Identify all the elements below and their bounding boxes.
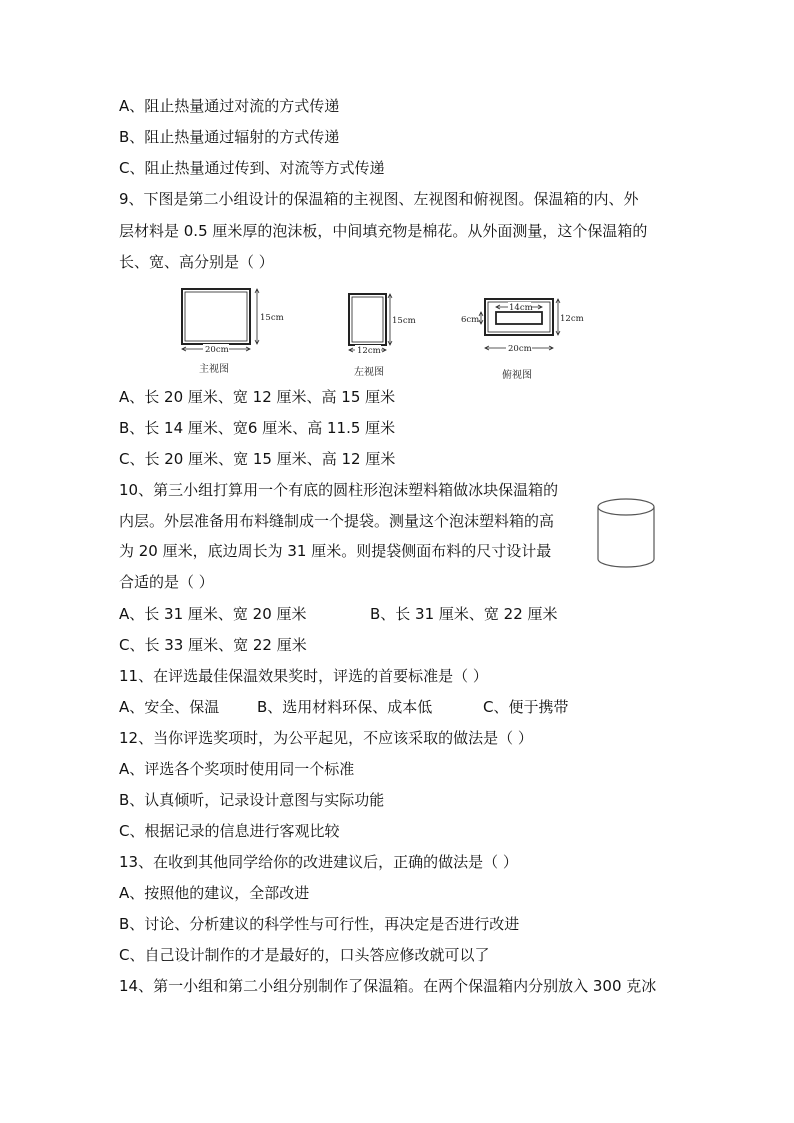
- q10-stem-line-1: 10、第三小组打算用一个有底的圆柱形泡沫塑料箱做冰块保温箱的: [119, 481, 559, 499]
- top-view: [461, 299, 584, 381]
- q9-option-b: B、长 14 厘米、宽6 厘米、高 11.5 厘米: [119, 419, 396, 437]
- side-view-caption: 左视图: [354, 367, 384, 378]
- q11-option-b: B、选用材料环保、成本低: [257, 698, 433, 716]
- q10-option-row-1: [119, 604, 558, 624]
- top-view-caption: 俯视图: [502, 370, 532, 381]
- q9-option-a: A、长 20 厘米、宽 12 厘米、高 15 厘米: [119, 388, 396, 406]
- q8-option-c: C、阻止热量通过传到、对流等方式传递: [119, 159, 385, 177]
- q10-option-b: B、长 31 厘米、宽 22 厘米: [370, 605, 558, 623]
- q13-stem: 13、在收到其他同学给你的改进建议后，正确的做法是（ ）: [119, 853, 518, 871]
- three-view-drawing: [170, 285, 600, 385]
- cylinder-icon: [594, 495, 660, 571]
- q13-option-a: A、按照他的建议，全部改进: [119, 884, 310, 902]
- q11-option-a: A、安全、保温: [119, 698, 220, 716]
- q9-option-c: C、长 20 厘米、宽 15 厘米、高 12 厘米: [119, 450, 396, 468]
- q13-option-b: B、讨论、分析建议的科学性与可行性，再决定是否进行改进: [119, 915, 520, 933]
- top-inner-width-label: 14cm: [509, 303, 533, 313]
- q10-option-c: C、长 33 厘米、宽 22 厘米: [119, 636, 307, 654]
- q9-stem-line-3: 长、宽、高分别是（ ）: [119, 253, 274, 271]
- q14-stem: 14、第一小组和第二小组分别制作了保温箱。在两个保温箱内分别放入 300 克冰: [119, 977, 657, 995]
- q9-three-view-figure: [170, 285, 600, 385]
- q11-option-c: C、便于携带: [483, 698, 569, 716]
- q10-option-a: A、长 31 厘米、宽 20 厘米: [119, 605, 307, 623]
- front-height-label: 15cm: [260, 313, 284, 323]
- q9-stem-line-2: 层材料是 0.5 厘米厚的泡沫板，中间填充物是棉花。从外面测量，这个保温箱的: [119, 222, 648, 240]
- q11-stem: 11、在评选最佳保温效果奖时，评选的首要标准是（ ）: [119, 667, 488, 685]
- front-view: [182, 289, 284, 375]
- q12-stem: 12、当你评选奖项时，为公平起见，不应该采取的做法是（ ）: [119, 729, 533, 747]
- q10-stem-line-2: 内层。外层准备用布料缝制成一个提袋。测量这个泡沫塑料箱的高: [119, 512, 555, 530]
- q10-cylinder-figure: [594, 495, 660, 571]
- q11-option-row: [119, 697, 569, 717]
- side-height-label: 15cm: [392, 316, 416, 326]
- front-width-label: 20cm: [205, 345, 229, 355]
- top-width-label: 20cm: [508, 344, 532, 354]
- q10-stem-line-3: 为 20 厘米，底边周长为 31 厘米。则提袋侧面布料的尺寸设计最: [119, 542, 552, 560]
- side-view: [349, 294, 416, 378]
- q12-option-b: B、认真倾听，记录设计意图与实际功能: [119, 791, 385, 809]
- q9-stem-line-1: 9、下图是第二小组设计的保温箱的主视图、左视图和俯视图。保温箱的内、外: [119, 190, 639, 208]
- q8-option-b: B、阻止热量通过辐射的方式传递: [119, 128, 340, 146]
- top-inner-height-label: 6cm: [461, 315, 480, 325]
- q8-option-a: A、阻止热量通过对流的方式传递: [119, 97, 340, 115]
- q12-option-a: A、评选各个奖项时使用同一个标准: [119, 760, 355, 778]
- q13-option-c: C、自己设计制作的才是最好的，口头答应修改就可以了: [119, 946, 490, 964]
- q10-stem-line-4: 合适的是（ ）: [119, 573, 214, 591]
- side-width-label: 12cm: [357, 346, 381, 356]
- front-view-caption: 主视图: [199, 364, 229, 375]
- top-height-label: 12cm: [560, 314, 584, 324]
- q12-option-c: C、根据记录的信息进行客观比较: [119, 822, 340, 840]
